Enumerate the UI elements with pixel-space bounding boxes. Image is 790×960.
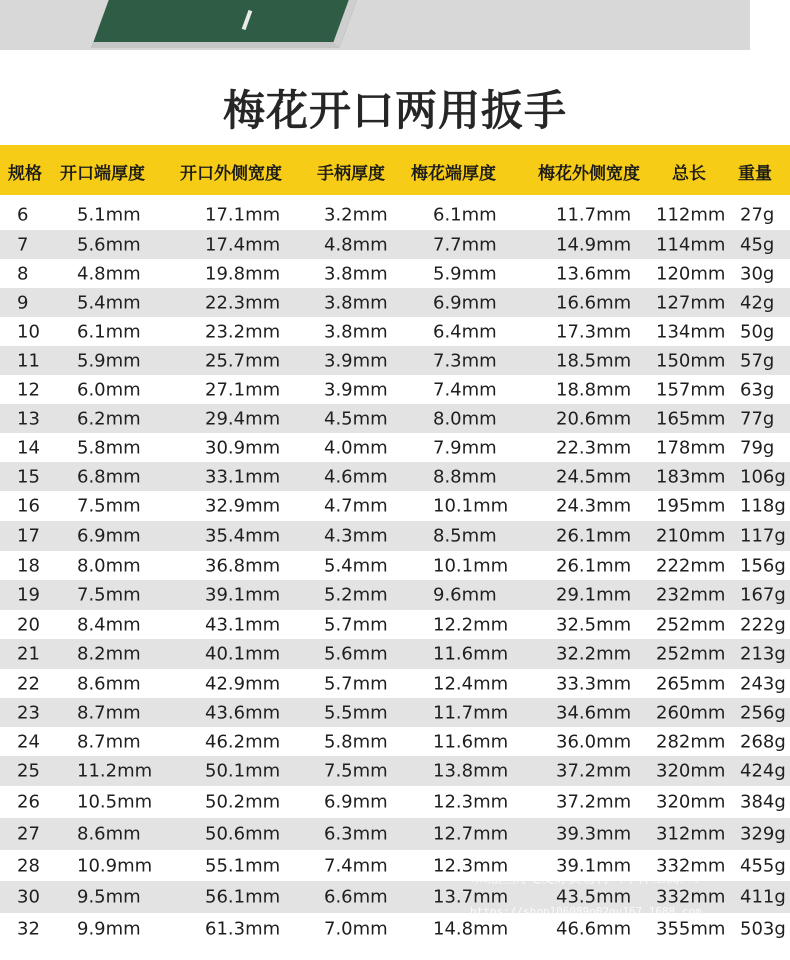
table-cell: 27g xyxy=(740,204,775,226)
table-cell: 13.8mm xyxy=(433,760,509,782)
table-cell: 260mm xyxy=(656,702,726,723)
table-cell: 6.8mm xyxy=(77,466,141,487)
table-cell: 36.0mm xyxy=(556,731,632,752)
table-cell: 4.0mm xyxy=(324,437,388,458)
table-cell: 37.2mm xyxy=(556,791,632,813)
table-cell: 7.4mm xyxy=(433,379,497,400)
table-cell: 5.2mm xyxy=(324,584,388,606)
table-row xyxy=(0,698,790,727)
table-cell: 40.1mm xyxy=(205,643,281,665)
table-cell: 165mm xyxy=(656,408,726,429)
table-cell: 3.9mm xyxy=(324,350,388,371)
table-cell: 6.3mm xyxy=(324,823,388,845)
table-row xyxy=(0,818,790,850)
table-cell: 8.5mm xyxy=(433,525,497,547)
table-row xyxy=(0,610,790,639)
table-cell: 77g xyxy=(740,408,775,429)
table-cell: 4.7mm xyxy=(324,495,388,517)
column-header: 总长 xyxy=(672,164,706,184)
table-cell: 9.5mm xyxy=(77,886,141,908)
table-cell: 13.6mm xyxy=(556,263,632,284)
table-cell: 30g xyxy=(740,263,775,284)
table-cell: 6.4mm xyxy=(433,321,497,342)
table-cell: 134mm xyxy=(656,321,726,342)
table-cell: 12.3mm xyxy=(433,791,509,813)
table-row xyxy=(0,580,790,610)
table-cell: 183mm xyxy=(656,466,726,487)
table-cell: 8.2mm xyxy=(77,643,141,665)
table-cell: 17.4mm xyxy=(205,234,281,255)
table-cell: 56.1mm xyxy=(205,886,281,908)
table-cell: 18 xyxy=(17,555,40,576)
page-title: 梅花开口两用扳手 xyxy=(222,86,567,135)
table-cell: 3.8mm xyxy=(324,321,388,342)
table-cell: 8.7mm xyxy=(77,731,141,752)
table-cell: 7.0mm xyxy=(324,918,388,939)
table-cell: 222g xyxy=(740,614,786,635)
table-row xyxy=(0,756,790,786)
table-cell: 7.5mm xyxy=(324,760,388,782)
table-cell: 32.2mm xyxy=(556,643,632,665)
table-cell: 8.0mm xyxy=(77,555,141,576)
table-cell: 18.8mm xyxy=(556,379,632,400)
table-cell: 156g xyxy=(740,555,786,576)
table-cell: 7.5mm xyxy=(77,584,141,606)
table-cell: 50.6mm xyxy=(205,823,281,845)
table-cell: 12.3mm xyxy=(433,855,509,876)
table-cell: 5.9mm xyxy=(433,263,497,284)
table-cell: 11.7mm xyxy=(433,702,509,723)
table-row xyxy=(0,317,790,346)
table-cell: 16.6mm xyxy=(556,292,632,313)
table-cell: 6.9mm xyxy=(324,791,388,813)
table-row xyxy=(0,551,790,580)
table-cell: 8.4mm xyxy=(77,614,141,635)
table-cell: 6.2mm xyxy=(77,408,141,429)
table-cell: 11.6mm xyxy=(433,731,509,752)
table-cell: 252mm xyxy=(656,643,726,665)
table-cell: 9.6mm xyxy=(433,584,497,606)
table-row xyxy=(0,639,790,669)
table-cell: 503g xyxy=(740,918,786,939)
table-cell: 332mm xyxy=(656,855,726,876)
table-cell: 50g xyxy=(740,321,775,342)
table-cell: 5.5mm xyxy=(324,702,388,723)
table-cell: 15 xyxy=(17,466,40,487)
table-cell: 5.1mm xyxy=(77,204,141,226)
table-cell: 5.9mm xyxy=(77,350,141,371)
table-cell: 384g xyxy=(740,791,786,813)
table-cell: 79g xyxy=(740,437,775,458)
table-cell: 30 xyxy=(17,886,40,908)
table-cell: 10.1mm xyxy=(433,495,509,517)
table-cell: 256g xyxy=(740,702,786,723)
table-cell: 25.7mm xyxy=(205,350,281,371)
table-cell: 9.9mm xyxy=(77,918,141,939)
table-cell: 34.6mm xyxy=(556,702,632,723)
table-cell: 26 xyxy=(17,791,40,813)
table-cell: 32 xyxy=(17,918,40,939)
table-cell: 42.9mm xyxy=(205,673,281,694)
table-cell: 39.1mm xyxy=(556,855,632,876)
table-cell: 46.2mm xyxy=(205,731,281,752)
table-cell: 24.5mm xyxy=(556,466,632,487)
table-cell: 18.5mm xyxy=(556,350,632,371)
table-header xyxy=(0,145,790,195)
table-cell: 4.8mm xyxy=(324,234,388,255)
table-cell: 106g xyxy=(740,466,786,487)
table-cell: 8.7mm xyxy=(77,702,141,723)
table-cell: 22 xyxy=(17,673,40,694)
table-cell: 332mm xyxy=(656,886,726,908)
table-cell: 6.1mm xyxy=(433,204,497,226)
table-cell: 5.7mm xyxy=(324,673,388,694)
table-cell: 4.3mm xyxy=(324,525,388,547)
table-cell: 5.4mm xyxy=(324,555,388,576)
table-cell: 11.2mm xyxy=(77,760,153,782)
table-cell: 11.7mm xyxy=(556,204,632,226)
table-cell: 42g xyxy=(740,292,775,313)
table-cell: 167g xyxy=(740,584,786,606)
table-cell: 14 xyxy=(17,437,40,458)
table-cell: 27 xyxy=(17,823,40,845)
table-cell: 7.7mm xyxy=(433,234,497,255)
table-cell: 14.8mm xyxy=(433,918,509,939)
table-cell: 8.6mm xyxy=(77,823,141,845)
table-cell: 22.3mm xyxy=(205,292,281,313)
table-cell: 13.7mm xyxy=(433,886,509,908)
table-cell: 9 xyxy=(17,292,29,313)
table-cell: 24 xyxy=(17,731,40,752)
watermark-shop-url: https://shop106089n02gu167.1688.com xyxy=(470,905,702,918)
table-row xyxy=(0,375,790,404)
column-header: 开口端厚度 xyxy=(60,164,145,184)
table-row xyxy=(0,521,790,551)
table-cell: 5.8mm xyxy=(77,437,141,458)
table-cell: 12.2mm xyxy=(433,614,509,635)
table-cell: 26.1mm xyxy=(556,525,632,547)
table-row xyxy=(0,786,790,818)
table-cell: 243g xyxy=(740,673,786,694)
table-cell: 20 xyxy=(17,614,40,635)
table-cell: 6.1mm xyxy=(77,321,141,342)
table-cell: 5.6mm xyxy=(77,234,141,255)
table-cell: 157mm xyxy=(656,379,726,400)
table-cell: 23.2mm xyxy=(205,321,281,342)
table-cell: 28 xyxy=(17,855,40,876)
table-cell: 265mm xyxy=(656,673,726,694)
table-cell: 7 xyxy=(17,234,29,255)
table-cell: 282mm xyxy=(656,731,726,752)
green-mat-graphic xyxy=(91,0,356,48)
table-cell: 43.6mm xyxy=(205,702,281,723)
table-cell: 150mm xyxy=(656,350,726,371)
table-cell: 8 xyxy=(17,263,29,284)
table-cell: 39.1mm xyxy=(205,584,281,606)
column-header: 手柄厚度 xyxy=(317,164,385,184)
table-cell: 11.6mm xyxy=(433,643,509,665)
table-cell: 3.9mm xyxy=(324,379,388,400)
table-cell: 16 xyxy=(17,495,40,517)
table-cell: 117g xyxy=(740,525,786,547)
table-row xyxy=(0,491,790,521)
table-cell: 50.1mm xyxy=(205,760,281,782)
table-cell: 61.3mm xyxy=(205,918,281,939)
table-cell: 19.8mm xyxy=(205,263,281,284)
table-cell: 5.7mm xyxy=(324,614,388,635)
table-row xyxy=(0,462,790,491)
table-row xyxy=(0,259,790,288)
table-cell: 6.6mm xyxy=(324,886,388,908)
table-cell: 6.9mm xyxy=(433,292,497,313)
table-cell: 21 xyxy=(17,643,40,665)
table-cell: 4.6mm xyxy=(324,466,388,487)
table-cell: 24.3mm xyxy=(556,495,632,517)
table-cell: 178mm xyxy=(656,437,726,458)
table-cell: 19 xyxy=(17,584,40,606)
table-cell: 3.8mm xyxy=(324,292,388,313)
table-cell: 7.9mm xyxy=(433,437,497,458)
table-cell: 7.5mm xyxy=(77,495,141,517)
table-cell: 57g xyxy=(740,350,775,371)
table-cell: 45g xyxy=(740,234,775,255)
table-cell: 20.6mm xyxy=(556,408,632,429)
table-cell: 10.1mm xyxy=(433,555,509,576)
table-cell: 195mm xyxy=(656,495,726,517)
table-cell: 7.3mm xyxy=(433,350,497,371)
table-cell: 329g xyxy=(740,823,786,845)
table-cell: 25 xyxy=(17,760,40,782)
table-cell: 7.4mm xyxy=(324,855,388,876)
table-cell: 5.6mm xyxy=(324,643,388,665)
table-cell: 320mm xyxy=(656,760,726,782)
watermark-shop-name: 市北区庆飞友好贸易行（个体工商户） xyxy=(470,871,708,887)
table-cell: 55.1mm xyxy=(205,855,281,876)
table-cell: 232mm xyxy=(656,584,726,606)
table-cell: 10.9mm xyxy=(77,855,153,876)
table-cell: 33.3mm xyxy=(556,673,632,694)
spec-table xyxy=(0,200,790,944)
table-cell: 312mm xyxy=(656,823,726,845)
table-row xyxy=(0,669,790,698)
table-cell: 3.2mm xyxy=(324,204,388,226)
table-cell: 112mm xyxy=(656,204,726,226)
table-row xyxy=(0,230,790,259)
table-cell: 13 xyxy=(17,408,40,429)
table-cell: 30.9mm xyxy=(205,437,281,458)
table-cell: 10.5mm xyxy=(77,791,153,813)
table-cell: 268g xyxy=(740,731,786,752)
table-cell: 5.8mm xyxy=(324,731,388,752)
table-cell: 17.3mm xyxy=(556,321,632,342)
table-cell: 8.0mm xyxy=(433,408,497,429)
table-cell: 222mm xyxy=(656,555,726,576)
table-cell: 14.9mm xyxy=(556,234,632,255)
column-header: 梅花端厚度 xyxy=(411,164,496,184)
table-cell: 37.2mm xyxy=(556,760,632,782)
table-cell: 11 xyxy=(17,350,40,371)
table-cell: 127mm xyxy=(656,292,726,313)
table-cell: 50.2mm xyxy=(205,791,281,813)
table-cell: 33.1mm xyxy=(205,466,281,487)
table-cell: 32.5mm xyxy=(556,614,632,635)
table-cell: 36.8mm xyxy=(205,555,281,576)
table-cell: 424g xyxy=(740,760,786,782)
table-cell: 12 xyxy=(17,379,40,400)
table-cell: 320mm xyxy=(656,791,726,813)
table-cell: 22.3mm xyxy=(556,437,632,458)
column-header: 开口外侧宽度 xyxy=(180,164,282,184)
table-cell: 6 xyxy=(17,204,29,226)
table-cell: 8.8mm xyxy=(433,466,497,487)
table-cell: 455g xyxy=(740,855,786,876)
table-cell: 12.7mm xyxy=(433,823,509,845)
table-cell: 355mm xyxy=(656,918,726,939)
table-cell: 252mm xyxy=(656,614,726,635)
table-cell: 120mm xyxy=(656,263,726,284)
table-cell: 27.1mm xyxy=(205,379,281,400)
table-cell: 12.4mm xyxy=(433,673,509,694)
table-cell: 6.0mm xyxy=(77,379,141,400)
table-cell: 29.4mm xyxy=(205,408,281,429)
table-row xyxy=(0,433,790,462)
product-photo-strip xyxy=(0,0,750,50)
table-cell: 35.4mm xyxy=(205,525,281,547)
column-header: 规格 xyxy=(8,164,42,184)
table-cell: 32.9mm xyxy=(205,495,281,517)
table-row xyxy=(0,404,790,433)
table-cell: 46.6mm xyxy=(556,918,632,939)
table-cell: 4.8mm xyxy=(77,263,141,284)
table-row xyxy=(0,727,790,756)
table-cell: 411g xyxy=(740,886,786,908)
table-cell: 43.1mm xyxy=(205,614,281,635)
table-row xyxy=(0,288,790,317)
table-cell: 210mm xyxy=(656,525,726,547)
column-header: 重量 xyxy=(738,164,772,184)
table-row xyxy=(0,200,790,230)
table-row xyxy=(0,346,790,375)
table-cell: 213g xyxy=(740,643,786,665)
table-cell: 4.5mm xyxy=(324,408,388,429)
table-cell: 29.1mm xyxy=(556,584,632,606)
table-cell: 10 xyxy=(17,321,40,342)
table-cell: 63g xyxy=(740,379,775,400)
table-cell: 8.6mm xyxy=(77,673,141,694)
table-cell: 6.9mm xyxy=(77,525,141,547)
table-cell: 39.3mm xyxy=(556,823,632,845)
table-cell: 23 xyxy=(17,702,40,723)
table-cell: 17 xyxy=(17,525,40,547)
table-cell: 5.4mm xyxy=(77,292,141,313)
table-cell: 43.5mm xyxy=(556,886,632,908)
table-cell: 114mm xyxy=(656,234,726,255)
column-header: 梅花外侧宽度 xyxy=(538,164,640,184)
table-cell: 26.1mm xyxy=(556,555,632,576)
table-cell: 118g xyxy=(740,495,786,517)
table-cell: 3.8mm xyxy=(324,263,388,284)
table-cell: 17.1mm xyxy=(205,204,281,226)
